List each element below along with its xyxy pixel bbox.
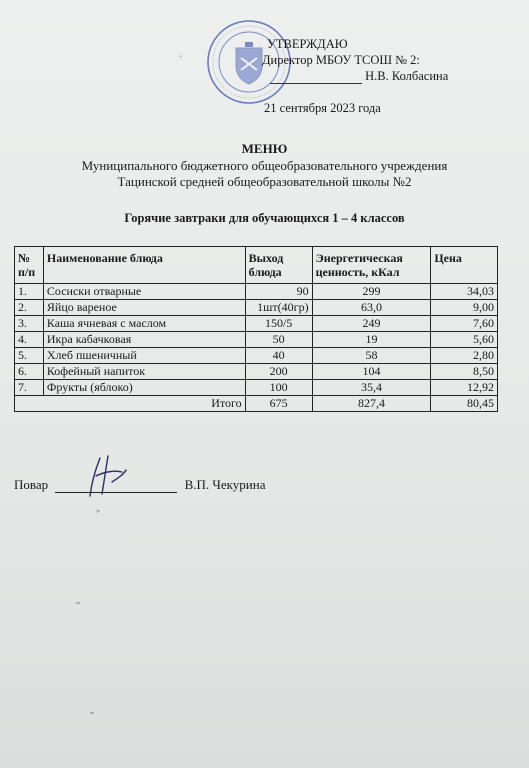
table-row [15, 364, 498, 380]
cell-num: 5. [15, 348, 44, 364]
cell-output: 100 [245, 380, 312, 396]
cell-energy: 299 [312, 284, 431, 300]
cell-dish-name: Каша ячневая с маслом [43, 316, 245, 332]
cell-num: 6. [15, 364, 44, 380]
total-label: Итого [15, 396, 246, 412]
cell-dish-name: Хлеб пшеничный [43, 348, 245, 364]
cell-price: 7,60 [431, 316, 498, 332]
approval-position: Директор МБОУ ТСОШ № 2: [262, 53, 420, 67]
cell-output: 40 [245, 348, 312, 364]
cook-signature-block [14, 477, 265, 493]
total-energy: 827,4 [312, 396, 431, 412]
cell-price: 8,50 [431, 364, 498, 380]
cell-output: 50 [245, 332, 312, 348]
cell-dish-name: Икра кабачковая [43, 332, 245, 348]
header-num: № п/п [15, 247, 44, 284]
organization-line-2: Тацинской средней общеобразовательной школы №2 [117, 174, 412, 189]
cell-output: 1шт(40гр) [245, 300, 312, 316]
cell-price: 12,92 [431, 380, 498, 396]
header-dish-name: Наименование блюда [43, 247, 245, 284]
document-title: МЕНЮ [241, 141, 288, 156]
total-output: 675 [245, 396, 312, 412]
menu-subtitle: Горячие завтраки для обучающихся 1 – 4 классов [124, 211, 405, 225]
total-price: 80,45 [431, 396, 498, 412]
cook-name: В.П. Чекурина [184, 477, 266, 492]
table-row [15, 348, 498, 364]
organization-line-1: Муниципального бюджетного общеобразовательного учреждения [81, 158, 448, 173]
table-row [15, 316, 498, 332]
cell-dish-name: Сосиски отварные [43, 284, 245, 300]
approval-heading: УТВЕРЖДАЮ [267, 37, 348, 51]
cell-energy: 63,0 [312, 300, 431, 316]
cook-role: Повар [14, 477, 49, 492]
cell-price: 9,00 [431, 300, 498, 316]
cell-energy: 249 [312, 316, 431, 332]
header-output: Выход блюда [245, 247, 312, 284]
cell-num: 7. [15, 380, 44, 396]
cell-num: 1. [15, 284, 44, 300]
header-energy: Энергетическая ценность, кКал [312, 247, 431, 284]
cell-output: 90 [245, 284, 312, 300]
cell-num: 2. [15, 300, 44, 316]
paper-speck: „ [76, 595, 80, 605]
table-total-row [15, 396, 498, 412]
header-price: Цена [431, 247, 498, 284]
cell-dish-name: Кофейный напиток [43, 364, 245, 380]
cell-dish-name: Фрукты (яблоко) [43, 380, 245, 396]
table-row [15, 284, 498, 300]
cell-price: 5,60 [431, 332, 498, 348]
cell-price: 34,03 [431, 284, 498, 300]
approval-name: Н.В. Колбасина [365, 69, 449, 83]
approval-date: 21 сентября 2023 года [264, 101, 381, 115]
menu-table [14, 246, 498, 412]
cell-dish-name: Яйцо вареное [43, 300, 245, 316]
table-row [15, 300, 498, 316]
cell-energy: 58 [312, 348, 431, 364]
cell-energy: 19 [312, 332, 431, 348]
director-signature-line [270, 83, 362, 84]
paper-speck: „ [90, 705, 94, 715]
cell-output: 200 [245, 364, 312, 380]
cell-energy: 104 [312, 364, 431, 380]
approval-block [262, 36, 482, 116]
table-row [15, 332, 498, 348]
table-header-row [15, 247, 498, 284]
paper-speck: ' [180, 54, 182, 64]
cell-num: 3. [15, 316, 44, 332]
table-row [15, 380, 498, 396]
cell-price: 2,80 [431, 348, 498, 364]
paper-speck: „ [96, 503, 100, 513]
cell-energy: 35,4 [312, 380, 431, 396]
approval-name-line [262, 68, 482, 84]
cell-num: 4. [15, 332, 44, 348]
cell-output: 150/5 [245, 316, 312, 332]
cook-signature-line [55, 480, 177, 493]
